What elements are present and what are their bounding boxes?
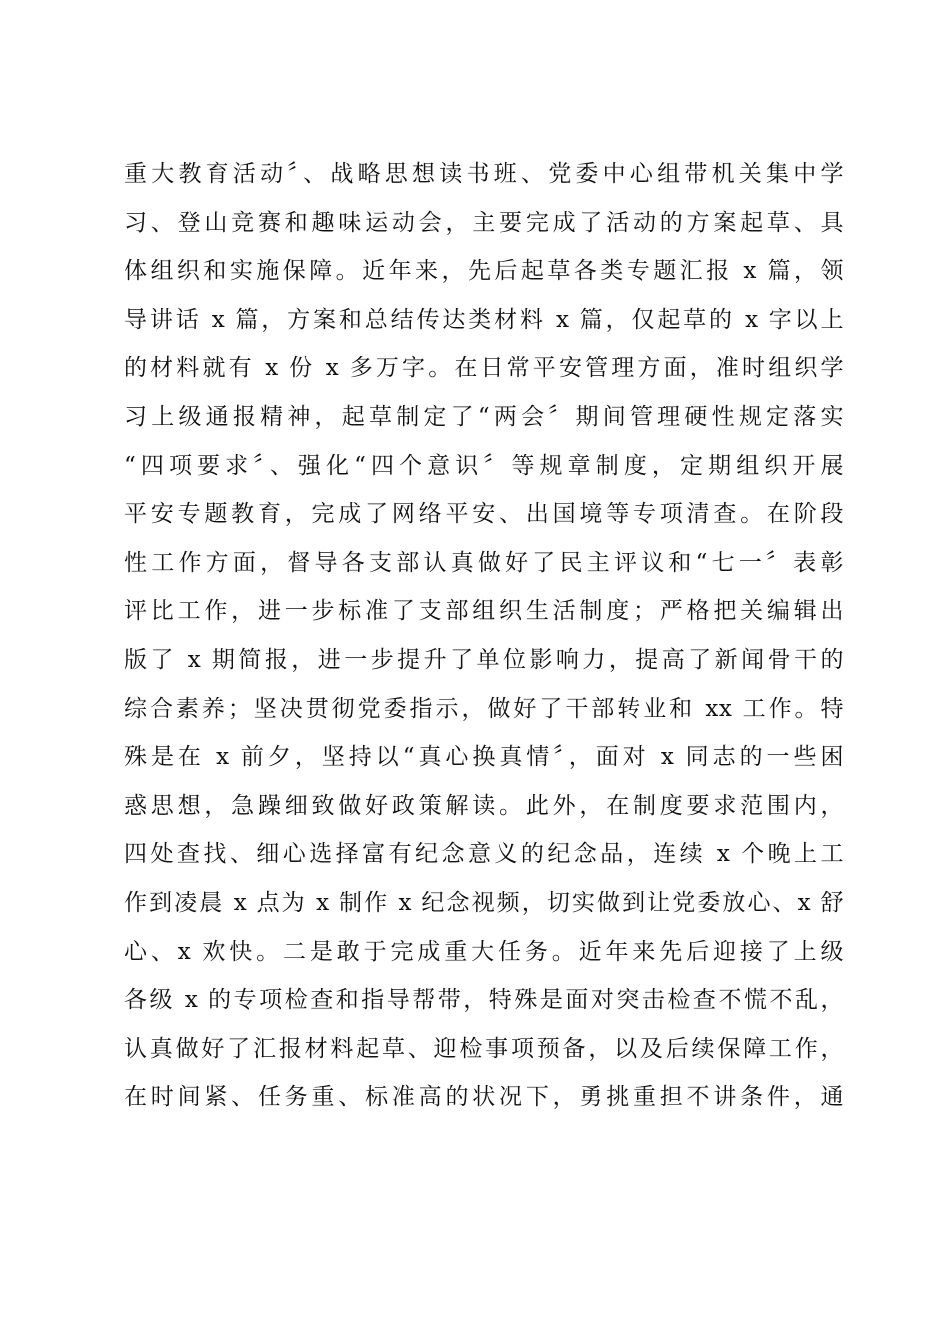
text-line: 综合素养；坚决贯彻党委指示，做好了干部转业和 xx 工作。特 [124, 695, 844, 722]
text-line: 的材料就有 x 份 x 多万字。在日常平安管理方面，准时组织学 [124, 355, 844, 382]
text-line: 评比工作，进一步标准了支部组织生活制度；严格把关编辑出 [124, 598, 844, 625]
text-line: 认真做好了汇报材料起草、迎检事项预备，以及后续保障工作， [124, 1035, 844, 1062]
text-line: 殊是在 x 前夕，坚持以“真心换真情〞，面对 x 同志的一些困 [124, 744, 844, 771]
text-line: 性工作方面，督导各支部认真做好了民主评议和“七一〞表彰 [124, 549, 844, 576]
text-line: 习、登山竞赛和趣味运动会，主要完成了活动的方案起草、具 [124, 209, 844, 236]
text-line: 导讲话 x 篇，方案和总结传达类材料 x 篇，仅起草的 x 字以上 [124, 306, 844, 333]
text-line: “四项要求〞、强化“四个意识〞等规章制度，定期组织开展 [124, 452, 844, 479]
text-line: 版了 x 期简报，进一步提升了单位影响力，提高了新闻骨干的 [124, 646, 844, 673]
text-line: 心、x 欢快。二是敢于完成重大任务。近年来先后迎接了上级 [124, 938, 844, 965]
text-line: 各级 x 的专项检查和指导帮带，特殊是面对突击检查不慌不乱， [124, 987, 844, 1014]
text-line: 作到凌晨 x 点为 x 制作 x 纪念视频，切实做到让党委放心、x 舒 [124, 889, 844, 916]
body-paragraph [124, 160, 844, 1132]
text-line: 体组织和实施保障。近年来，先后起草各类专题汇报 x 篇，领 [124, 258, 844, 285]
text-line: 惑思想，急躁细致做好政策解读。此外，在制度要求范围内， [124, 792, 844, 819]
text-line: 习上级通报精神，起草制定了“两会〞期间管理硬性规定落实 [124, 403, 844, 430]
text-line: 平安专题教育，完成了网络平安、出国境等专项清查。在阶段 [124, 501, 844, 528]
text-line: 在时间紧、任务重、标准高的状况下，勇挑重担不讲条件，通 [124, 1084, 844, 1111]
text-line: 四处查找、细心选择富有纪念意义的纪念品，连续 x 个晚上工 [124, 841, 844, 868]
text-line: 重大教育活动〞、战略思想读书班、党委中心组带机关集中学 [124, 161, 844, 187]
